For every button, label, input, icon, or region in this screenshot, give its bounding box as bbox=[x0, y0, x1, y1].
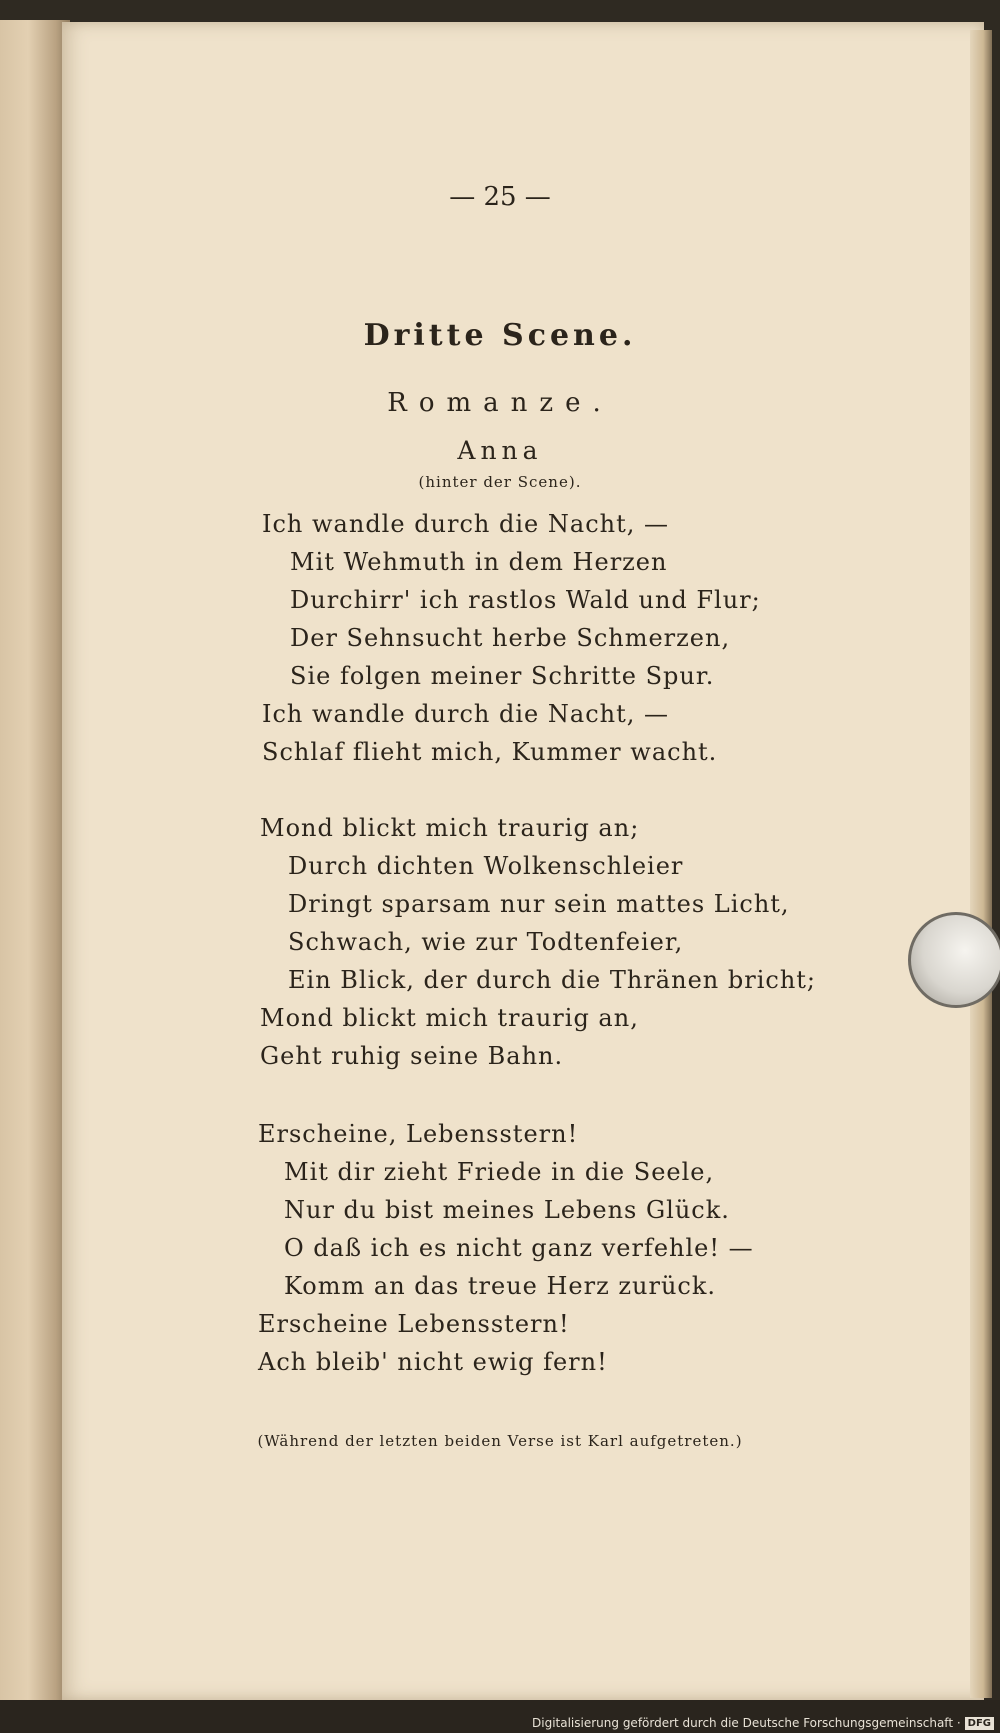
digitization-credit bbox=[532, 1716, 994, 1730]
verse-line: Schwach, wie zur Todtenfeier, bbox=[288, 928, 684, 956]
page-number: — 25 — bbox=[449, 182, 551, 212]
verse-line: Dringt sparsam nur sein mattes Licht, bbox=[288, 890, 790, 918]
verse-line: Schlaf flieht mich, Kummer wacht. bbox=[262, 738, 718, 766]
scan-footer-band bbox=[0, 1700, 1000, 1733]
verse-line: Mond blickt mich traurig an, bbox=[260, 1004, 639, 1032]
verse-line: Ein Blick, der durch die Thränen bricht; bbox=[288, 966, 817, 994]
verse-line: O daß ich es nicht ganz verfehle! — bbox=[284, 1234, 754, 1262]
verse-line: Geht ruhig seine Bahn. bbox=[260, 1042, 564, 1070]
verse-line: Mond blickt mich traurig an; bbox=[260, 814, 640, 842]
verse-line: Der Sehnsucht herbe Schmerzen, bbox=[290, 624, 731, 652]
verse-line: Ich wandle durch die Nacht, — bbox=[262, 700, 669, 728]
verse-line: Erscheine, Lebensstern! bbox=[258, 1120, 579, 1148]
speaker-name: Anna bbox=[457, 436, 543, 465]
closing-stage-direction: (Während der letzten beiden Verse ist Karl aufgetreten.) bbox=[257, 1432, 743, 1450]
verse-line: Durchirr' ich rastlos Wald und Flur; bbox=[290, 586, 761, 614]
verse-line: Ich wandle durch die Nacht, — bbox=[262, 510, 669, 538]
verse-line: Ach bleib' nicht ewig fern! bbox=[258, 1348, 608, 1376]
verse-line: Mit Wehmuth in dem Herzen bbox=[290, 548, 668, 576]
section-title: Romanze. bbox=[387, 388, 613, 418]
scene-title: Dritte Scene. bbox=[363, 318, 637, 353]
dfg-logo: DFG bbox=[965, 1717, 994, 1730]
stage-direction: (hinter der Scene). bbox=[418, 473, 582, 491]
verse-line: Sie folgen meiner Schritte Spur. bbox=[290, 662, 715, 690]
credit-text: Digitalisierung gefördert durch die Deutsche Forschungsgemeinschaft · bbox=[532, 1716, 961, 1730]
verse-line: Mit dir zieht Friede in die Seele, bbox=[284, 1158, 715, 1186]
verse-line: Komm an das treue Herz zurück. bbox=[284, 1272, 717, 1300]
verse-line: Erscheine Lebensstern! bbox=[258, 1310, 570, 1338]
verse-line: Nur du bist meines Lebens Glück. bbox=[284, 1196, 730, 1224]
verse-line: Durch dichten Wolkenschleier bbox=[288, 852, 684, 880]
